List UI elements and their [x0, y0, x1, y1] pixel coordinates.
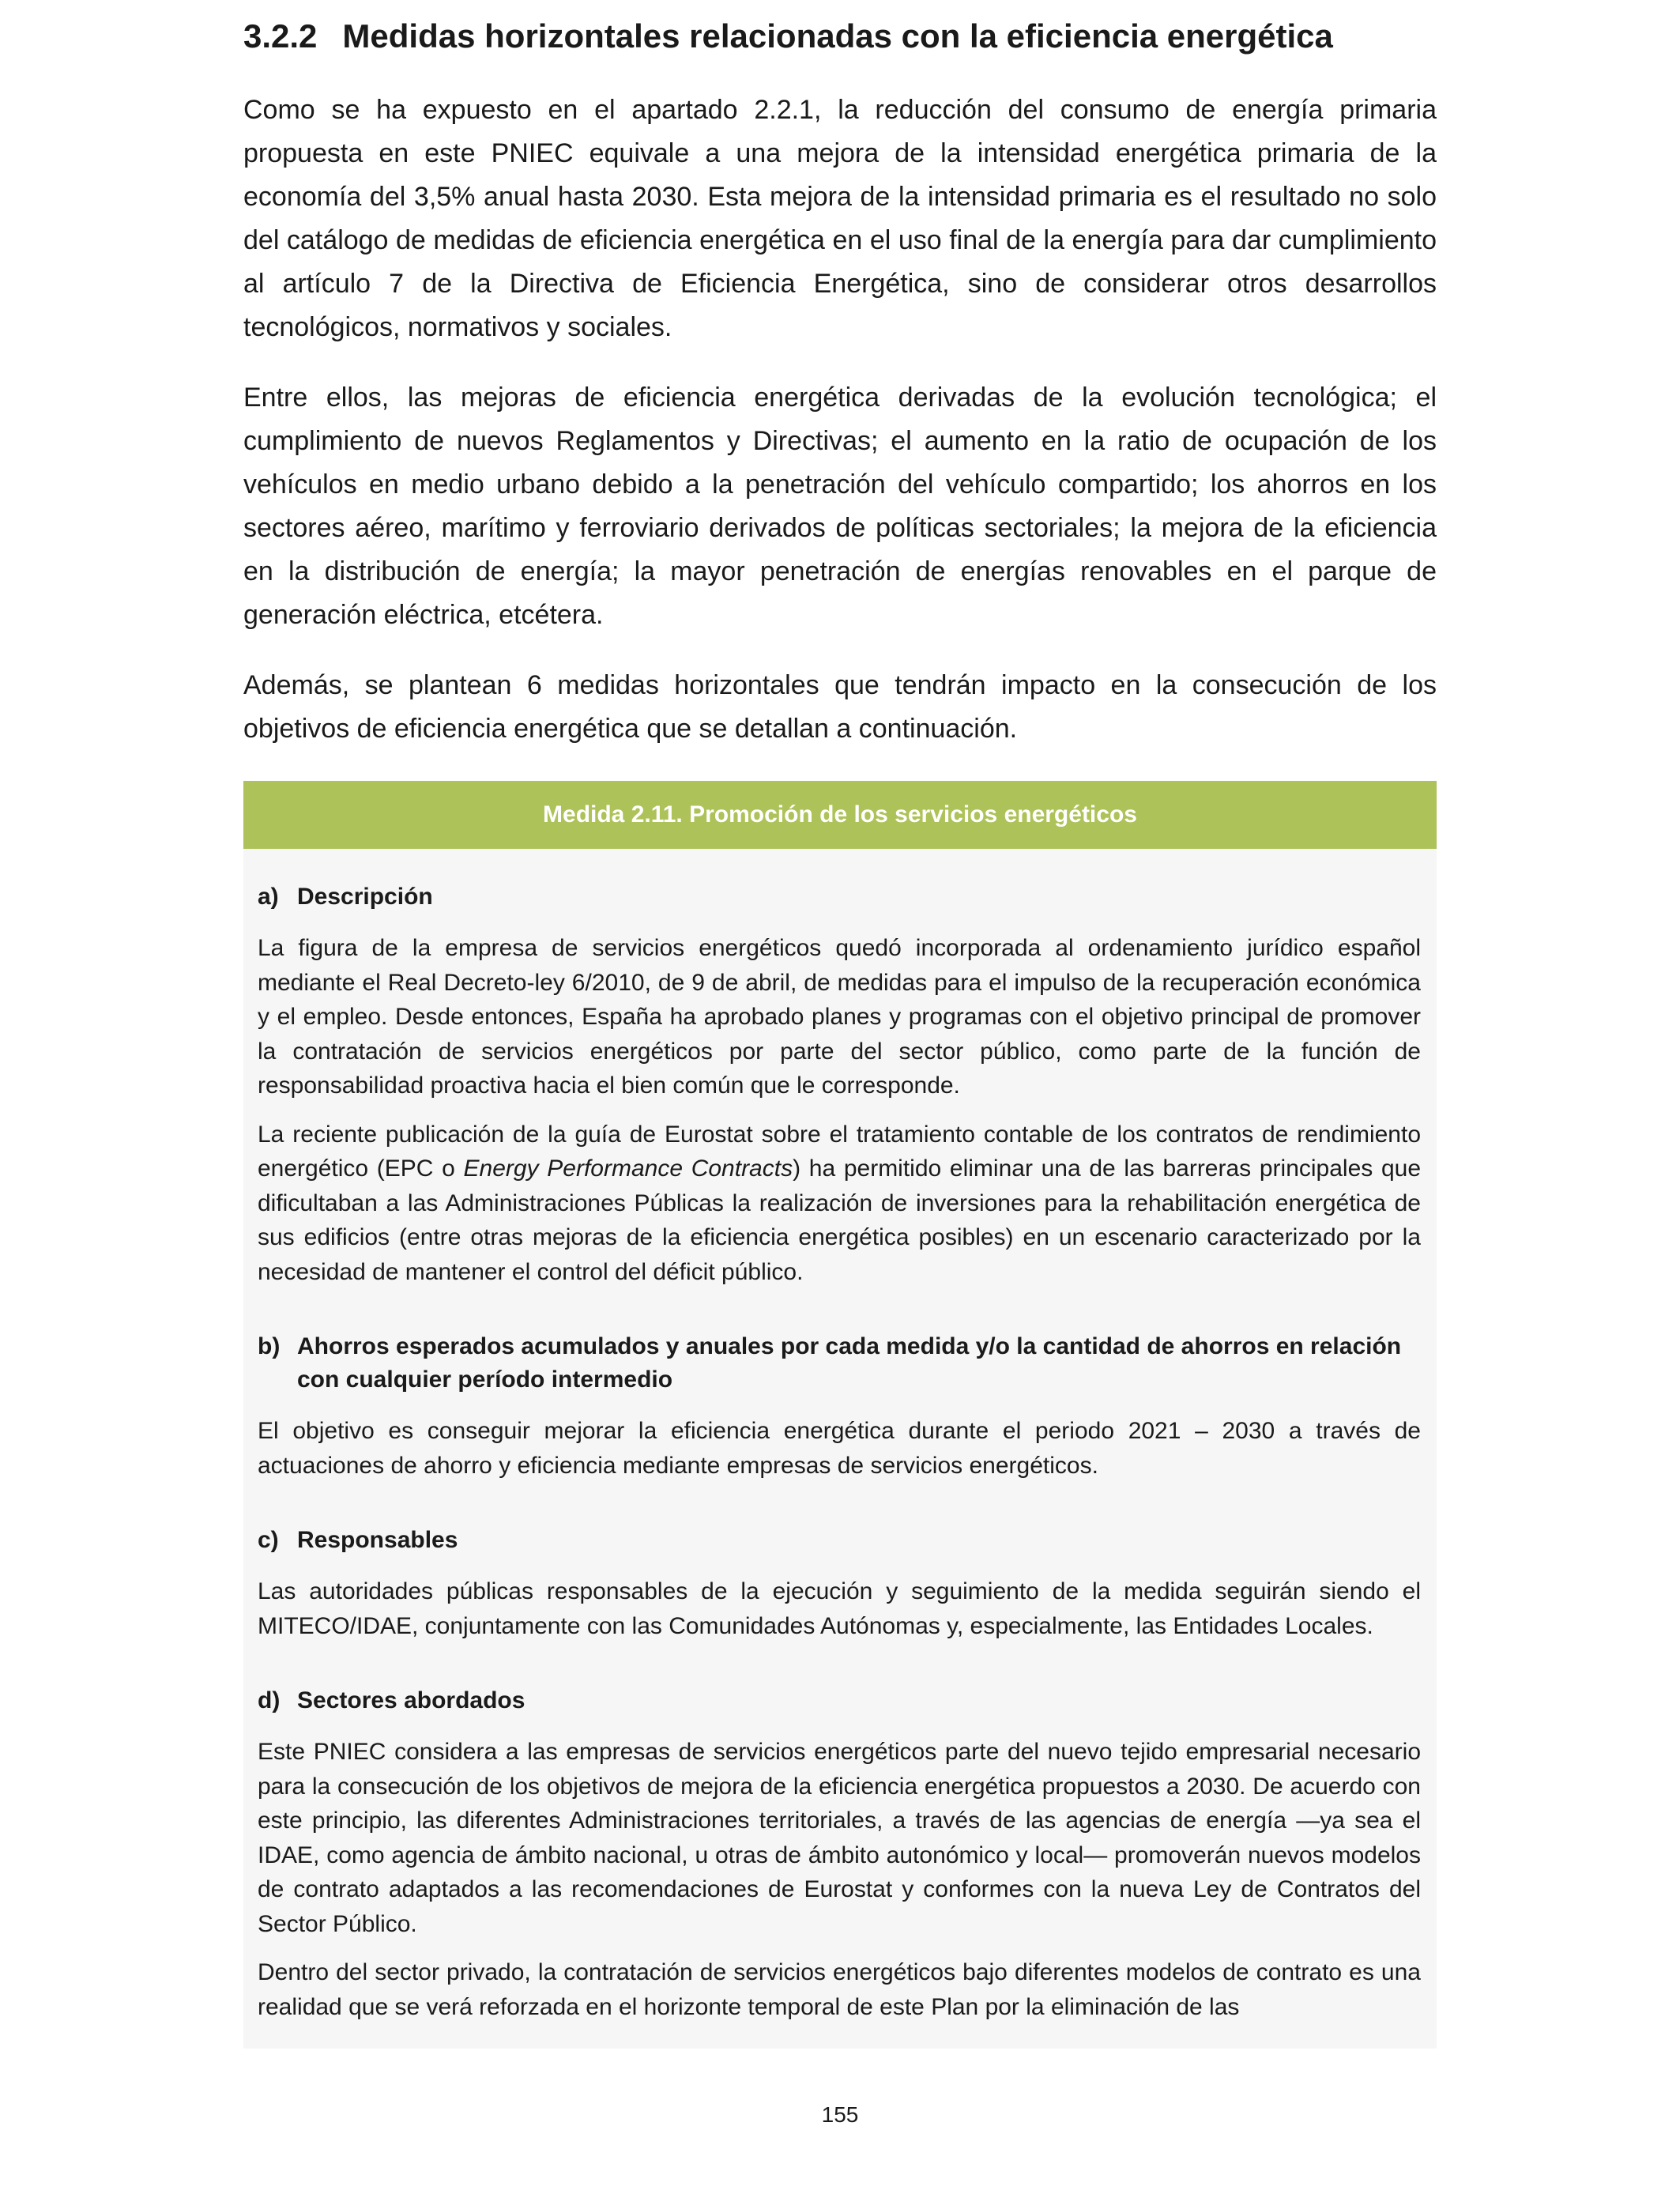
italic-term: Energy Performance Contracts — [463, 1155, 793, 1182]
subheading-descripcion — [258, 880, 1421, 914]
subheading-sectores — [258, 1684, 1421, 1717]
paragraph: El objetivo es conseguir mejorar la eficiencia energética durante el periodo 2021 – 2030 a través de actuaciones de ahorro y eficiencia mediante empresas de servicios energéticos. — [258, 1418, 1421, 1479]
paragraph: Este PNIEC considera a las empresas de servicios energéticos parte del nuevo tejido empresarial necesario para la consecución de los objetivos de mejora de la eficiencia energética propuestos a 2030. De acuerdo con este principio, las diferentes Administraciones territoriales, a través de las agencias de energía —ya sea el IDAE, como agencia de ámbito nacional, u otras de ámbito autonómico y local— promoverán nuevos modelos de contrato adaptados a las recomendaciones de Eurostat y conformes con la nueva Ley de Contratos del Sector Público. — [258, 1739, 1421, 1937]
intro-text — [243, 89, 1437, 778]
intro-paragraph: Entre ellos, las mejoras de eficiencia energética derivadas de la evolución tecnológica; el cumplimiento de nuevos Reglamentos y Directivas; el aumento en la ratio de ocupación de los vehículos en medio urbano debido a la penetración del vehículo compartido; los ahorros en los sectores aéreo, marítimo y ferroviario derivados de políticas sectoriales; la mejora de la eficiencia en la distribución de energía; la mayor penetración de energías renovables en el parque de generación eléctrica, etcétera. — [243, 383, 1437, 630]
paragraph-eurostat: La reciente publicación de la guía de Eurostat sobre el tratamiento contable de los contratos de rendimiento energético (EPC o Energy Performance Contracts) ha permitido eliminar una de las barreras principales que dificultaban a las Administraciones Públicas la realización de inversiones para la rehabilitación energética de sus edificios (entre otras mejoras de la eficiencia energética posibles) en un escenario caracterizado por la necesidad de mantener el control del déficit público. — [258, 1121, 1422, 1285]
measure-title: Medida 2.11. Promoción de los servicios energéticos — [243, 781, 1437, 849]
intro-paragraph: Como se ha expuesto en el apartado 2.2.1, la reducción del consumo de energía primaria propuesta en este PNIEC equivale a una mejora de la intensidad energética primaria de la economía del 3,5% anual hasta 2030. Esta mejora de la intensidad primaria es el resultado no solo del catálogo de medidas de eficiencia energética en el uso final de la energía para dar cumplimiento al artículo 7 de la Directiva de Eficiencia Energética, sino de considerar otros desarrollos tecnológicos, normativos y sociales. — [243, 95, 1437, 342]
subheading-letter: c) — [258, 1527, 279, 1553]
subheading-text: Sectores abordados — [297, 1687, 525, 1713]
subheading-text: Responsables — [297, 1527, 458, 1553]
subheading-ahorros — [258, 1330, 1421, 1397]
paragraph: Dentro del sector privado, la contratación de servicios energéticos bajo diferentes modelos de contrato es una realidad que se verá reforzada en el horizonte temporal de este Plan por la eliminación de las — [258, 1959, 1421, 2020]
subheading-text: Ahorros esperados acumulados y anuales por cada medida y/o la cantidad de ahorros en relación con cualquier período intermedio — [297, 1333, 1402, 1393]
subheading-letter: a) — [258, 884, 279, 910]
subheading-text: Descripción — [297, 884, 433, 910]
section-heading — [243, 14, 1437, 58]
subheading-responsables — [258, 1524, 1421, 1557]
intro-paragraph: Además, se plantean 6 medidas horizontales que tendrán impacto en la consecución de los objetivos de eficiencia energética que se detallan a continuación. — [243, 670, 1437, 744]
section-number: 3.2.2 — [243, 17, 318, 55]
subheading-letter: d) — [258, 1687, 281, 1713]
section-title: Medidas horizontales relacionadas con la eficiencia energética — [342, 17, 1333, 55]
paragraph: La figura de la empresa de servicios energéticos quedó incorporada al ordenamiento jurídico español mediante el Real Decreto-ley 6/2010, de 9 de abril, de medidas para el impulso de la recuperación económica y el empleo. Desde entonces, España ha aprobado planes y programas con el objetivo principal de promover la contratación de servicios energéticos por parte del sector público, como parte de la función de responsabilidad proactiva hacia el bien común que le corresponde. — [258, 935, 1421, 1099]
paragraph: Las autoridades públicas responsables de la ejecución y seguimiento de la medida seguirán siendo el MITECO/IDAE, conjuntamente con las Comunidades Autónomas y, especialmente, las Entidades Locales. — [258, 1578, 1421, 1639]
subheading-letter: b) — [258, 1333, 281, 1359]
measure-box — [243, 781, 1437, 2049]
measure-body — [243, 849, 1437, 2024]
page-number: 155 — [821, 2102, 859, 2127]
